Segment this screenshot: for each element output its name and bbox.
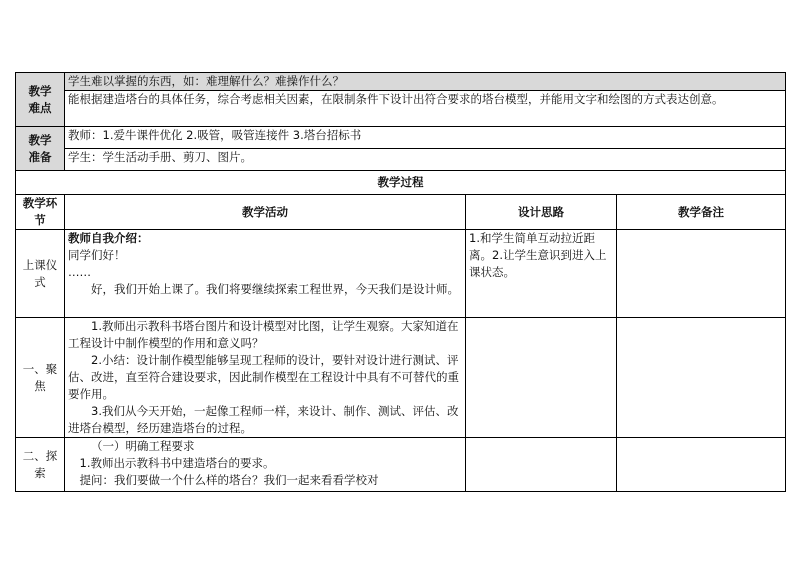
header-note: 教学备注: [617, 195, 786, 230]
activity-line: 同学们好！: [68, 248, 126, 262]
activity-line: 1.教师出示教科书塔台图片和设计模型对比图，让学生观察。大家知道在工程设计中制作模型的作用和意义吗？: [68, 319, 459, 350]
activity-line: ……: [68, 265, 91, 279]
activity-line: 3.我们从今天开始，一起像工程师一样，来设计、制作、测试、评估、改进塔台模型，经历建造塔台的过程。: [68, 404, 459, 435]
design-cell: [466, 318, 617, 438]
process-title: 教学过程: [16, 171, 786, 195]
preparation-teacher: 教师：1.爱牛课件优化 2.吸管，吸管连接件 3.塔台招标书: [65, 127, 786, 149]
activity-cell: [65, 230, 466, 318]
header-design: 设计思路: [466, 195, 617, 230]
note-cell: [617, 318, 786, 438]
preparation-label-line2: 准备: [28, 149, 52, 164]
note-cell: [617, 230, 786, 318]
table-row: [16, 318, 786, 438]
activity-cell: [65, 318, 466, 438]
activity-line: 好，我们开始上课了。我们将要继续探索工程世界，今天我们是设计师。: [91, 282, 459, 296]
lesson-plan-table: [15, 72, 786, 492]
lesson-plan-sheet: [15, 72, 785, 492]
activity-line: 2.小结：设计制作模型能够呈现工程师的设计，要针对设计进行测试、评估、改进，直至符合建设要求，因此制作模型在工程设计中具有不可替代的重要作用。: [68, 353, 459, 401]
preparation-student: 学生：学生活动手册、剪刀、图片。: [65, 149, 786, 171]
preparation-label-line1: 教学: [28, 132, 52, 147]
stage-cell: 二、探索: [16, 438, 65, 492]
activity-line: （一）明确工程要求: [91, 439, 195, 453]
difficulty-label: [16, 73, 65, 127]
table-row: [16, 438, 786, 492]
activity-line: 教师自我介绍：: [68, 231, 149, 245]
activity-cell: [65, 438, 466, 492]
header-activity: 教学活动: [65, 195, 466, 230]
note-cell: [617, 438, 786, 492]
difficulty-text: 能根据建造塔台的具体任务，综合考虑相关因素，在限制条件下设计出符合要求的塔台模型，并能用文字和绘图的方式表达创意。: [65, 91, 786, 127]
difficulty-prompt: 学生难以掌握的东西，如：难理解什么？难操作什么？: [65, 73, 786, 91]
difficulty-label-line1: 教学: [28, 83, 52, 98]
header-stage: 教学环节: [16, 195, 65, 230]
activity-line: 提问：我们要做一个什么样的塔台？我们一起来看看学校对: [79, 473, 379, 487]
activity-line: 1.教师出示教科书中建造塔台的要求。: [79, 456, 275, 470]
design-cell: [466, 438, 617, 492]
stage-cell: 上课仪式: [16, 230, 65, 318]
table-row: [16, 230, 786, 318]
stage-cell: 一、聚焦: [16, 318, 65, 438]
preparation-label: [16, 127, 65, 171]
design-cell: 1.和学生简单互动拉近距离。2.让学生意识到进入上课状态。: [466, 230, 617, 318]
difficulty-label-line2: 难点: [28, 100, 52, 115]
